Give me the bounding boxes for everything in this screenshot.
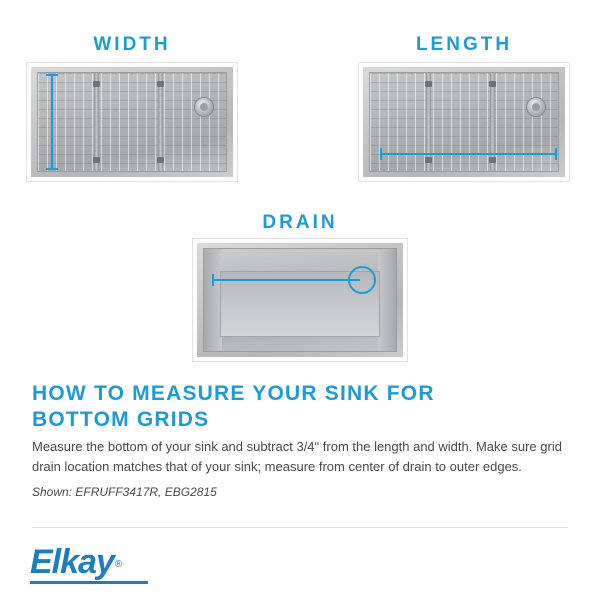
length-diagram-title: LENGTH (415, 34, 513, 55)
length-measure-cap-right (555, 148, 557, 160)
grid-foot (157, 81, 164, 87)
grid-foot (157, 157, 164, 163)
sink-illustration-width (26, 62, 238, 182)
sink-illustration-length (358, 62, 570, 182)
sink-basin (37, 72, 227, 172)
grid-foot (425, 157, 432, 163)
grid-foot (489, 81, 496, 87)
grid-foot (489, 157, 496, 163)
logo-underline (30, 581, 148, 584)
sink-basin (369, 72, 559, 172)
width-measure-cap-bottom (46, 168, 58, 170)
bottom-grid-mesh (38, 73, 226, 171)
instructions-text: Measure the bottom of your sink and subtract 3/4ʺ from the length and width. Make sure grid drain location matches that of your sink; measure from center of drain to outer edges. (32, 439, 562, 474)
width-diagram-title: WIDTH (93, 34, 171, 55)
divider (32, 527, 568, 528)
grid-foot (425, 81, 432, 87)
shown-models-text: Shown: EFRUFF3417R, EBG2815 (32, 485, 217, 499)
drain-location-marker (348, 266, 376, 294)
drain-hole (526, 97, 546, 117)
length-measure-line (380, 153, 556, 155)
width-measure-line (51, 74, 53, 169)
sink-basin-deep (203, 248, 397, 352)
registered-mark: ® (114, 559, 123, 570)
grid-foot (93, 157, 100, 163)
grid-foot (93, 81, 100, 87)
brand-name: Elkay (30, 543, 114, 581)
page-headline: HOW TO MEASURE YOUR SINK FOR BOTTOM GRIDS (32, 382, 435, 431)
basin-wall-right (378, 249, 396, 351)
drain-measure-line (212, 279, 360, 281)
sink-illustration-drain (192, 238, 408, 362)
drain-diagram-title: DRAIN (262, 212, 338, 233)
drain-hole (194, 97, 214, 117)
elkay-logo (30, 545, 122, 579)
bottom-grid-mesh (370, 73, 558, 171)
